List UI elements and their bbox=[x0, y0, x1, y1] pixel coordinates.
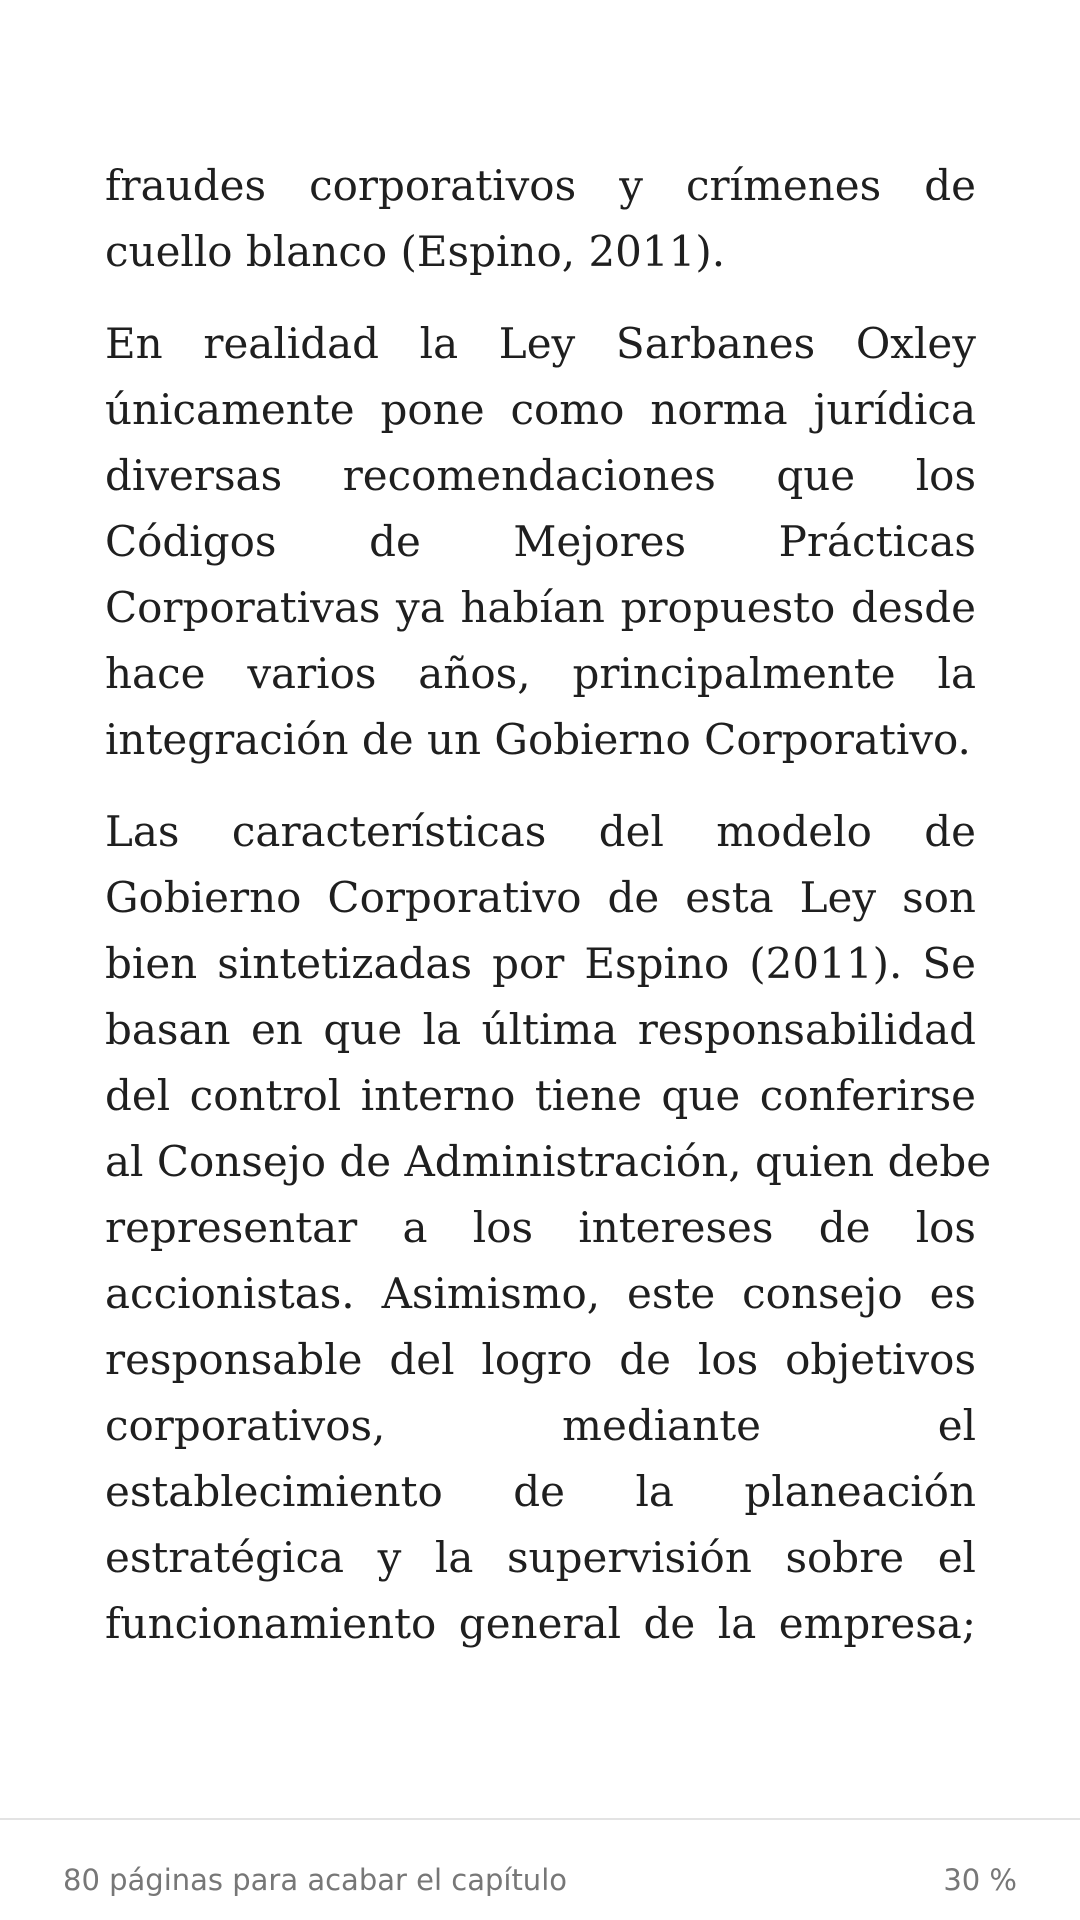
text-line: hace varios años, principalmente la bbox=[105, 649, 976, 698]
text-line: estratégica y la supervisión sobre el bbox=[105, 1533, 976, 1582]
text-line: al Consejo de Administración, quien debe bbox=[105, 1137, 992, 1186]
text-line: En realidad la Ley Sarbanes Oxley bbox=[105, 319, 976, 368]
paragraph-2 bbox=[105, 311, 976, 773]
text-line: establecimiento de la planeación bbox=[105, 1467, 976, 1516]
text-line: responsable del logro de los objetivos bbox=[105, 1335, 976, 1384]
footer-divider bbox=[0, 1818, 1080, 1820]
text-line: diversas recomendaciones que los bbox=[105, 451, 976, 500]
text-line: fraudes corporativos y crímenes de bbox=[105, 161, 976, 210]
text-line: únicamente pone como norma jurídica bbox=[105, 385, 976, 434]
text-line: Códigos de Mejores Prácticas bbox=[105, 517, 976, 566]
text-line: integración de un Gobierno Corporativo. bbox=[105, 715, 971, 764]
text-line: corporativos, mediante el bbox=[105, 1401, 976, 1450]
text-line: accionistas. Asimismo, este consejo es bbox=[105, 1269, 976, 1318]
text-line: Corporativas ya habían propuesto desde bbox=[105, 583, 976, 632]
chapter-remaining-text: 80 páginas para acabar el capítulo bbox=[63, 1863, 567, 1897]
progress-percent: 30 % bbox=[943, 1863, 1017, 1897]
text-line: basan en que la última responsabilidad bbox=[105, 1005, 976, 1054]
paragraph-1 bbox=[105, 153, 976, 285]
paragraph-3 bbox=[105, 799, 992, 1657]
text-line: Gobierno Corporativo de esta Ley son bbox=[105, 873, 976, 922]
text-line: bien sintetizadas por Espino (2011). Se bbox=[105, 939, 976, 988]
text-line: representar a los intereses de los bbox=[105, 1203, 976, 1252]
text-line: cuello blanco (Espino, 2011). bbox=[105, 227, 726, 276]
text-line: Las características del modelo de bbox=[105, 807, 976, 856]
reader-page[interactable] bbox=[105, 153, 992, 1657]
text-line: funcionamiento general de la empresa; bbox=[105, 1599, 976, 1648]
reading-progress-footer bbox=[0, 1850, 1080, 1910]
text-line: del control interno tiene que conferirse bbox=[105, 1071, 976, 1120]
